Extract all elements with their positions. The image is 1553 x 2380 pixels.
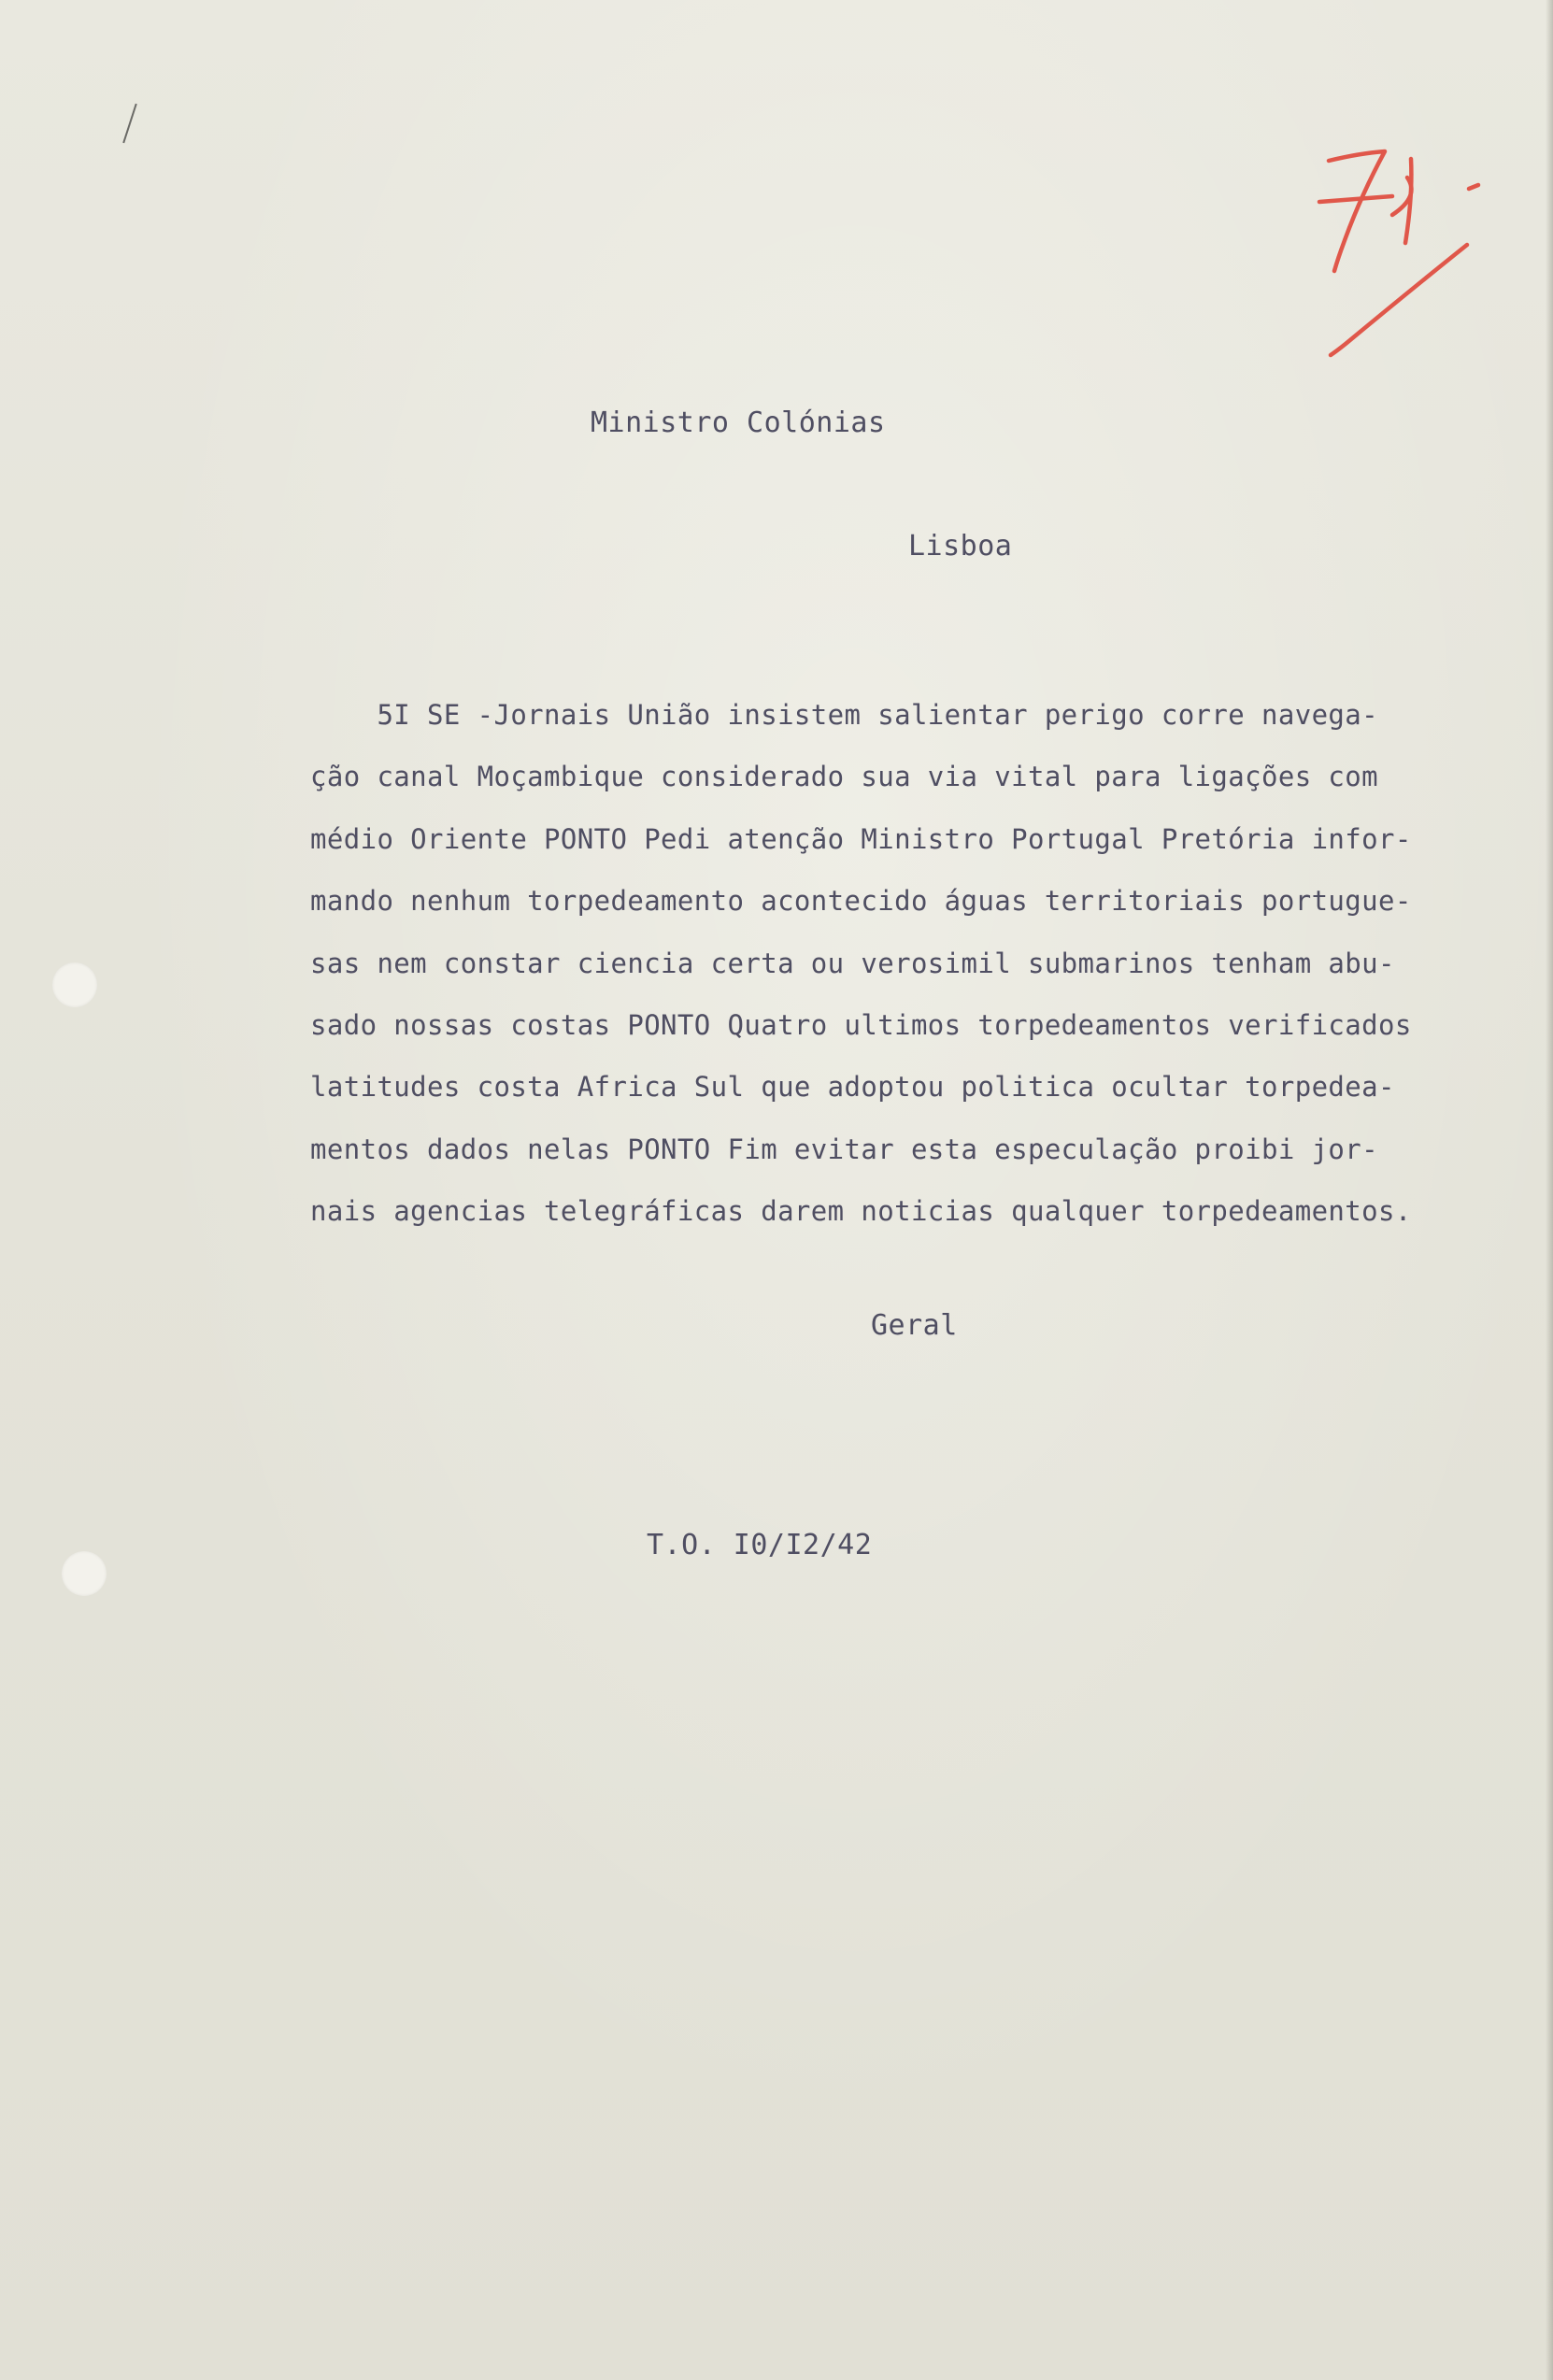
body-line: latitudes costa Africa Sul que adoptou politica ocultar torpedea- <box>310 1071 1395 1104</box>
punch-hole <box>52 962 97 1007</box>
page-edge-shadow <box>1546 0 1553 2380</box>
body-line: ção canal Moçambique considerado sua via vital para ligações com <box>310 761 1379 793</box>
telegram-body <box>310 684 1544 1243</box>
body-line: mando nenhum torpedeamento acontecido águas territoriais portugue- <box>310 885 1412 918</box>
body-line: médio Oriente PONTO Pedi atenção Ministro Portugal Pretória infor- <box>310 822 1412 855</box>
body-line: sas nem constar ciencia certa ou verosimil submarinos tenham abu- <box>310 947 1395 979</box>
reference-date: T.O. I0/I2/42 <box>647 1529 873 1561</box>
body-line: sado nossas costas PONTO Quatro ultimos torpedeamentos verificados <box>310 1009 1412 1042</box>
pencil-tick-mark <box>122 104 136 143</box>
body-line: mentos dados nelas PONTO Fim evitar esta especulação proibi jor- <box>310 1133 1379 1165</box>
body-line: nais agencias telegráficas darem noticias qualquer torpedeamentos. <box>310 1195 1412 1228</box>
punch-hole <box>62 1551 107 1596</box>
addressee: Ministro Colónias <box>591 406 886 439</box>
body-line: 5I SE -Jornais União insistem salientar perigo corre navega- <box>310 699 1379 731</box>
signature: Geral <box>871 1309 958 1342</box>
city-line: Lisboa <box>908 530 1013 563</box>
red-pencil-number-annotation <box>1280 140 1532 364</box>
